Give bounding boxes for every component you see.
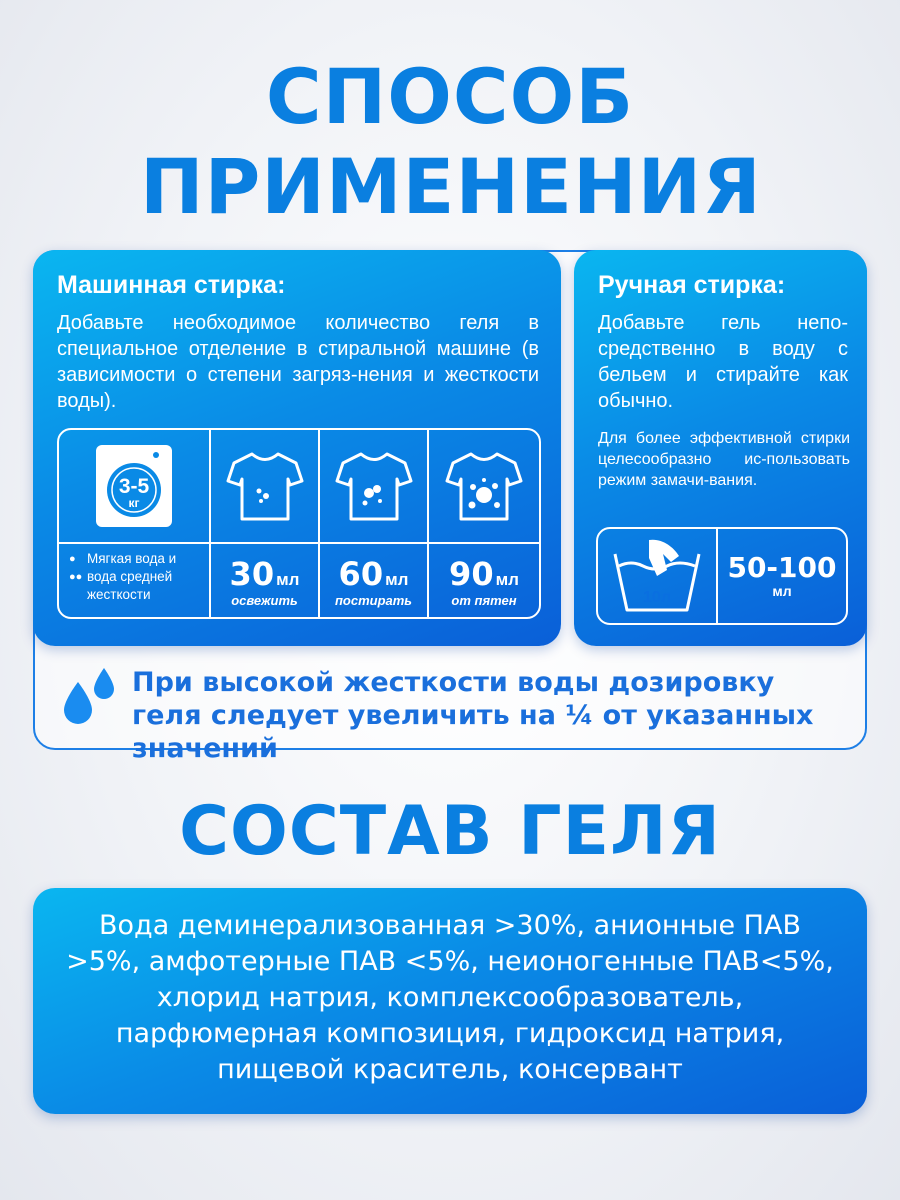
tshirt-medium-stain-icon xyxy=(320,430,427,542)
composition-card xyxy=(33,888,867,1114)
drop-icon: ● xyxy=(69,553,76,565)
hand-dose: 50-100 мл xyxy=(727,551,837,599)
load-unit: кг xyxy=(128,496,140,510)
water-drops-icon xyxy=(62,668,122,731)
double-drop-icon: ●● xyxy=(69,571,83,583)
tshirt-heavy-stain-icon xyxy=(429,430,539,542)
washing-machine-icon xyxy=(59,430,209,542)
composition-text: Вода деминерализованная >30%, анионные ПАВ >5%, амфотерные ПАВ <5%, неионогенные ПАВ<5%, хлорид натрия, комплексообразователь, парфюмерная композиция, гидроксид натрия, пищевой краситель, консервант xyxy=(66,910,834,1085)
title-usage: СПОСОБ ПРИМЕНЕНИЯ xyxy=(140,52,762,231)
basin-volume: 10л xyxy=(643,589,671,606)
page-title xyxy=(0,52,900,232)
hand-wash-basin-icon xyxy=(598,529,716,623)
dose-wash: 60 мл постирать xyxy=(334,555,413,608)
hard-water-note: При высокой жесткости воды дозировку геля следует увеличить на ¼ от указанных значений xyxy=(132,667,814,764)
dosage-table xyxy=(57,428,541,619)
machine-wash-heading: Машинная стирка: xyxy=(57,271,286,299)
hand-wash-heading: Ручная стирка: xyxy=(598,271,786,299)
load-weight: 3-5 xyxy=(118,475,150,498)
tshirt-light-stain-icon xyxy=(211,430,318,542)
water-hardness-note: ● Мягкая вода и ●● вода средней жесткости xyxy=(69,551,177,602)
composition-title: СОСТАВ ГЕЛЯ xyxy=(179,792,721,871)
dose-stains: 90 мл от пятен xyxy=(449,555,519,608)
hand-dosage-box xyxy=(596,527,848,625)
soaking-tip: Для более эффективной стирки целесообразно ис-пользовать режим замачи-вания. xyxy=(598,430,850,489)
machine-wash-text: Добавьте необходимое количество геля в специальное отделение в стиральной машине (в зависимости о степени загряз-нения и жесткости воды). xyxy=(57,312,539,412)
dose-refresh: 30 мл освежить xyxy=(229,555,300,608)
hand-wash-text: Добавьте гель непо-средственно в воду с бельем и стирайте как обычно. xyxy=(598,312,848,412)
machine-wash-card xyxy=(33,250,561,646)
hand-wash-card xyxy=(574,250,867,646)
